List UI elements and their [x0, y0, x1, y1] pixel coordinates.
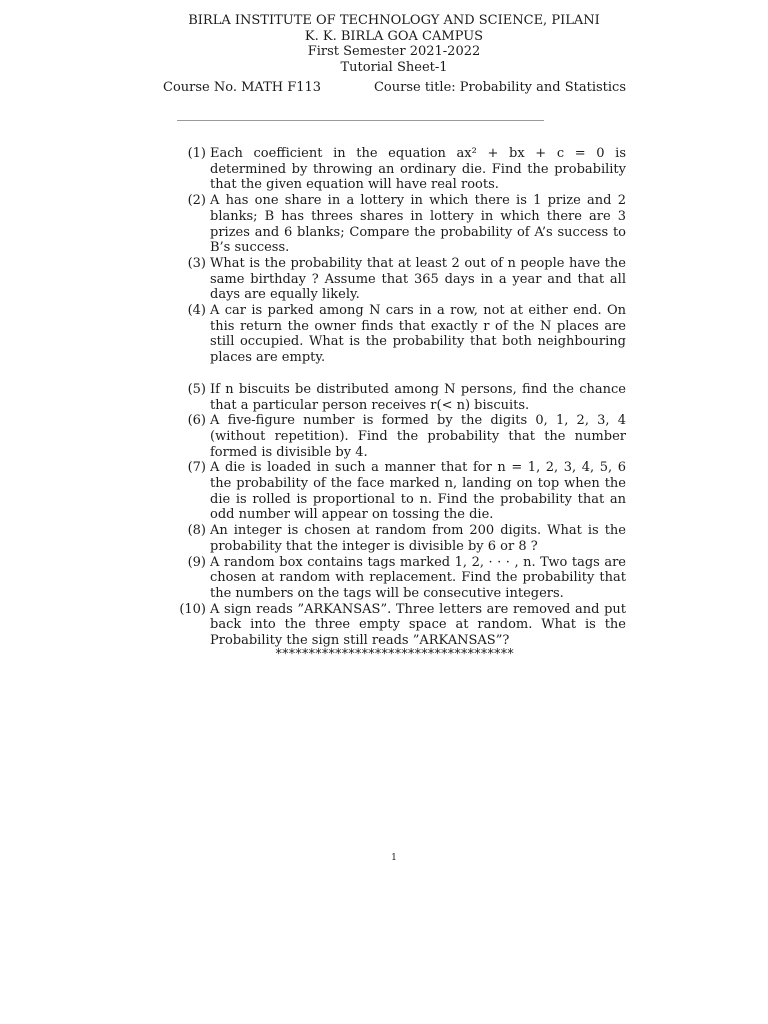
- institute-name: BIRLA INSTITUTE OF TECHNOLOGY AND SCIENCE, PILANI: [188, 13, 600, 28]
- problem-number: (4): [187, 303, 206, 319]
- problem-item: [179, 601, 626, 649]
- sheet-title: Tutorial Sheet-1: [340, 59, 448, 75]
- problem-text: A has one share in a lottery in which there is 1 prize and 2 blanks; B has threes shares in lottery in which there are 3 prizes and 6 blanks; Compare the probability of A’s success to B’s success.: [210, 193, 626, 256]
- campus-name: K. K. BIRLA GOA CAMPUS: [304, 28, 484, 44]
- problem-text: Each coefficient in the equation ax² + bx + c = 0 is determined by throwing an ordinary die. Find the probability that the given equation will have real roots.: [210, 146, 626, 193]
- problem-item: [187, 523, 626, 554]
- problem-number: (8): [187, 523, 206, 539]
- problem-item: [187, 146, 626, 193]
- page-number: 1: [391, 853, 397, 863]
- problem-item: [187, 381, 626, 413]
- course-number: Course No. MATH F113: [163, 80, 322, 95]
- problem-text: A car is parked among N cars in a row, not at either end. On this return the owner finds that exactly r of the N places are still occupied. What is the probability that both neighbouring places are empty.: [210, 303, 626, 366]
- problem-item: [187, 303, 626, 366]
- end-separator: ************************************: [274, 647, 514, 662]
- problem-text: An integer is chosen at random from 200 digits. What is the probability that the integer is divisible by 6 or 8 ?: [210, 523, 626, 554]
- semester-label: First Semester 2021-2022: [307, 44, 481, 60]
- course-title: Course title: Probability and Statistics: [373, 80, 626, 95]
- problem-item: [187, 413, 626, 460]
- problem-number: (3): [187, 255, 206, 271]
- problem-text: A sign reads ”ARKANSAS”. Three letters are removed and put back into the three empty space at random. What is the Probability the sign still reads ”ARKANSAS”?: [210, 601, 626, 649]
- problem-number: (7): [187, 460, 206, 476]
- problem-list: [0, 146, 768, 649]
- problem-number: (5): [187, 381, 206, 397]
- problem-item: [187, 554, 626, 602]
- problem-text: If n biscuits be distributed among N persons, find the chance that a particular person receives r(< n) biscuits.: [210, 381, 626, 413]
- problem-text: A random box contains tags marked 1, 2, · · · , n. Two tags are chosen at random with replacement. Find the probability that the numbers on the tags will be consecutive integers.: [210, 554, 626, 601]
- problem-text: What is the probability that at least 2 out of n people have the same birthday ? Assume that 365 days in a year and that all days are equally likely.: [210, 255, 626, 303]
- problem-number: (6): [187, 413, 206, 429]
- header-divider: [177, 120, 544, 121]
- problem-text: A five-figure number is formed by the digits 0, 1, 2, 3, 4 (without repetition). Find the probability that the number formed is divisible by 4.: [210, 413, 626, 460]
- problem-text: A die is loaded in such a manner that for n = 1, 2, 3, 4, 5, 6 the probability of the face marked n, landing on top when the die is rolled is proportional to n. Find the probability that an odd number will appear on tossing the die.: [210, 460, 626, 523]
- problem-number: (2): [187, 193, 206, 209]
- problem-number: (9): [187, 554, 206, 570]
- document-header: [0, 13, 768, 75]
- problem-number: (10): [179, 601, 206, 617]
- problem-number: (1): [187, 146, 206, 161]
- problem-item: [187, 255, 626, 303]
- problem-item: [187, 460, 626, 523]
- problem-item: [187, 193, 626, 256]
